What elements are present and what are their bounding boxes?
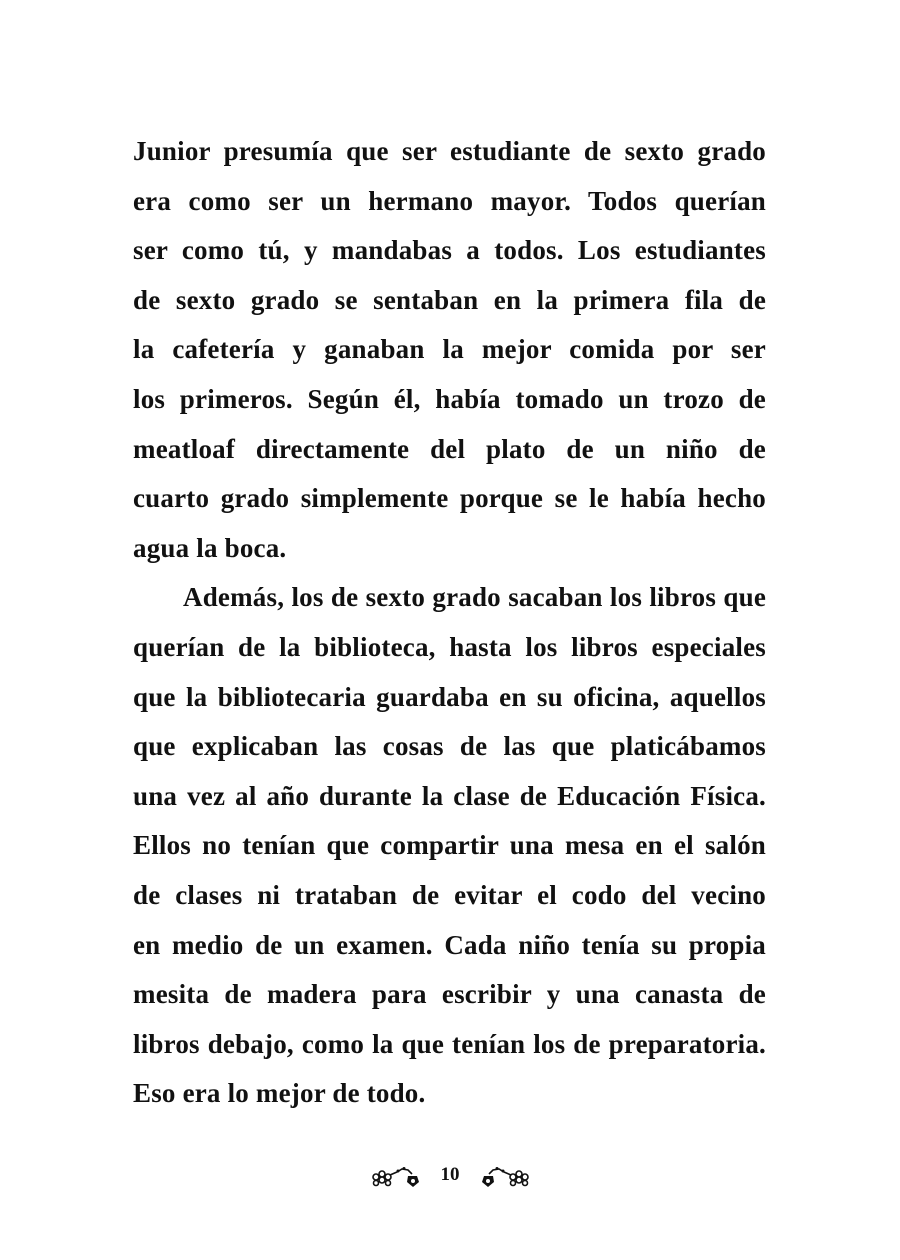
text-line: que la bibliotecaria guardaba en su oficina, aquellos xyxy=(133,681,766,712)
text-line: ser como tú, y mandabas a todos. Los estudiantes xyxy=(133,235,766,266)
page-footer xyxy=(0,1160,900,1190)
text-line: una vez al año durante la clase de Educación Física. xyxy=(133,780,766,811)
text-line: era como ser un hermano mayor. Todos querían xyxy=(133,185,766,216)
text-line: libros debajo, como la que tenían los de preparatoria. xyxy=(133,1028,766,1059)
text-line: Ellos no tenían que compartir una mesa en el salón xyxy=(133,830,766,861)
floral-ornament-right-icon xyxy=(474,1160,534,1190)
paragraph-2 xyxy=(133,573,766,1119)
text-line: cuarto grado simplemente porque se le había hecho xyxy=(133,483,766,514)
text-line: en medio de un examen. Cada niño tenía su propia xyxy=(133,929,766,960)
text-line: mesita de madera para escribir y una canasta de xyxy=(133,979,766,1010)
text-line: la cafetería y ganaban la mejor comida por ser xyxy=(133,334,766,365)
text-line: de clases ni trataban de evitar el codo del vecino xyxy=(133,879,766,910)
text-line: querían de la biblioteca, hasta los libros especiales xyxy=(133,631,766,662)
text-line: agua la boca. xyxy=(133,532,287,563)
text-line: Además, los de sexto grado sacaban los libros que xyxy=(183,582,766,613)
text-line: los primeros. Según él, había tomado un trozo de xyxy=(133,383,766,414)
text-line: de sexto grado se sentaban en la primera fila de xyxy=(133,284,766,315)
paragraph-1 xyxy=(133,127,766,573)
text-line: meatloaf directamente del plato de un niño de xyxy=(133,433,766,464)
text-line: Eso era lo mejor de todo. xyxy=(133,1078,426,1109)
page-number: 10 xyxy=(440,1164,460,1185)
text-line: que explicaban las cosas de las que platicábamos xyxy=(133,731,766,762)
page-body xyxy=(133,127,766,1119)
floral-ornament-left-icon xyxy=(367,1160,427,1190)
text-line: Junior presumía que ser estudiante de sexto grado xyxy=(133,136,766,166)
